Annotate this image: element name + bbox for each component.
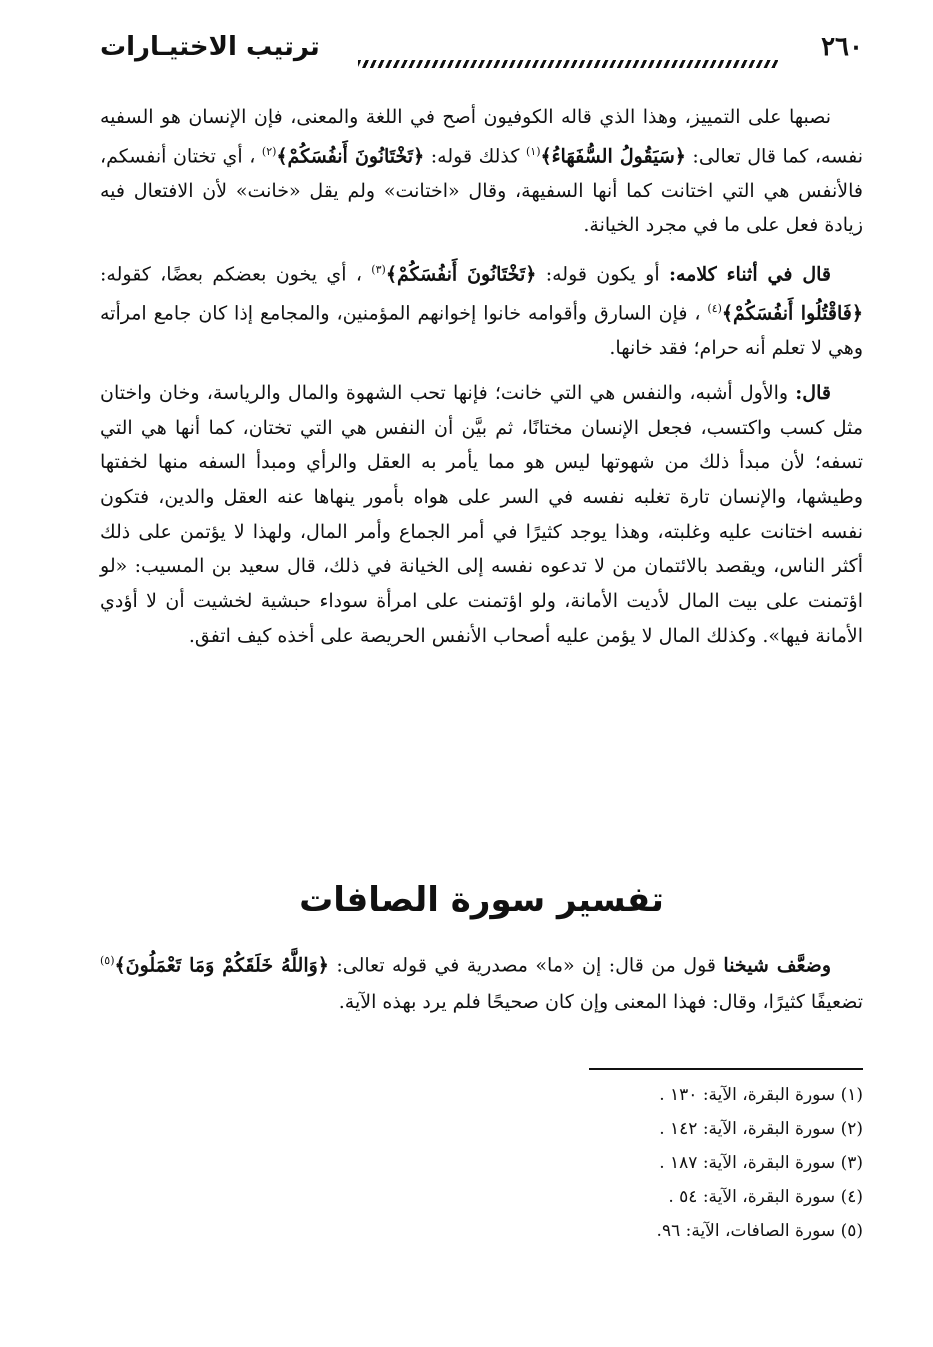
quran-verse: ﴿وَاللَّهُ خَلَقَكُمْ وَمَا تَعْمَلُونَ﴾ [114,954,329,977]
text-run: ، أي تختان أنفسكم، فالأنفس هي التي اختانت كما أنها السفيهة، وقال «اختانت» ولم يقل «خانت» لأن الافتعال فيه زيادة فعل على ما في مجرد الخيانة. [100,145,863,237]
main-text [100,100,863,654]
paragraph [100,100,863,243]
text-run: نصبها على التمييز، وهذا الذي قاله الكوفيون أصح في اللغة والمعنى، فإن الإنسان هو السفيه نفسه، كما قال تعالى: [100,106,864,168]
text-run: ، فإن السارق وأقوامه خانوا إخوانهم المؤمنين، والمجامع إذا كان جامع امرأته وهي لا تعلم أنه حرام؛ فقد خانها. [100,302,863,360]
footnote-ref: (٤) [707,302,722,316]
text-run: قول من قال: إن «ما» مصدرية في قوله تعالى: [328,954,724,977]
page-number: ٢٦٠ [821,32,863,62]
running-title: ترتيب الاختيـارات [100,32,320,62]
text-run: ، أي يخون بعضكم بعضًا، كقوله: [100,263,372,286]
paragraph [100,942,863,1021]
section-text [100,942,863,1021]
footnote: (١) سورة البقرة، الآية: ١٣٠ . [659,1085,863,1105]
lead-phrase: وضعَّف شيخنا [723,954,831,977]
quran-verse: ﴿سَيَقُولُ السُّفَهَاءُ﴾ [540,145,686,168]
footnote: (٢) سورة البقرة، الآية: ١٤٢ . [659,1119,863,1139]
footnote-ref: (٢) [261,144,277,158]
quran-verse: ﴿تَخْتَانُونَ أَنفُسَكُمْ﴾ [385,263,537,286]
paragraph [100,376,863,654]
footnotes-list [363,1078,863,1248]
text-run: أو يكون قوله: [536,263,669,286]
footnote: (٤) سورة البقرة، الآية: ٥٤ . [668,1187,863,1207]
footnote-separator [589,1068,863,1070]
quran-verse: ﴿تَخْتَانُونَ أَنفُسَكُمْ﴾ [276,145,425,168]
paragraph [100,253,863,366]
footnote-ref: (٥) [100,954,115,967]
page-header [100,28,863,78]
section-heading: تفسير سورة الصافات [299,880,664,920]
text-run: تضعيفًا كثيرًا، وقال: فهذا المعنى وإن كان صحيحًا فلم يرد بهذه الآية. [338,991,863,1014]
text-run: والأول أشبه، والنفس هي التي خانت؛ فإنها تحب الشهوة والمال والرياسة، وخان واختان مثل كسب واكتسب، فجعل الإنسان مختانًا، ثم بيَّن أن النفس هي التي تختان، كما أنها هي التي تسفه؛ لأن مبدأ ذلك من شهوتها ليس هو مما يأمر به العقل والرأي ومبدأ السفه منها لخفتها وطيشها، والإنسان تارة تغلبه نفسه في السر على هواه بأمور ينهاها عنه العقل والدين، فتكون نفسه اختانت عليه وغلبته، وهذا يوجد كثيرًا في أمر الجماع وأمر المال، ولهذا لا يؤتمن على ذلك أكثر الناس، ويقصد بالائتمان من لا تدعوه نفسه إلى الخيانة في ذلك، قال سعيد بن المسيب: «لو اؤتمنت على بيت المال لأديت الأمانة، ولو اؤتمنت على امرأة سوداء حبشية لخشيت أن لا أؤدي الأمانة فيها». وكذلك المال لا يؤمن عليه أصحاب الأنفس الحريصة على أخذه كيف اتفق. [100,381,863,647]
lead-phrase: قال في أثناء كلامه: [668,263,831,286]
footnote: (٥) سورة الصافات، الآية: ٩٦. [656,1221,863,1241]
lead-phrase: قال: [795,381,831,404]
header-decorative-rule [358,60,778,68]
footnote: (٣) سورة البقرة، الآية: ١٨٧ . [659,1153,863,1173]
text-run: كذلك قوله: [424,145,526,168]
quran-verse: ﴿فَاقْتُلُوا أَنفُسَكُمْ﴾ [721,302,863,325]
footnote-ref: (٣) [371,263,386,277]
footnote-ref: (١) [525,144,541,158]
